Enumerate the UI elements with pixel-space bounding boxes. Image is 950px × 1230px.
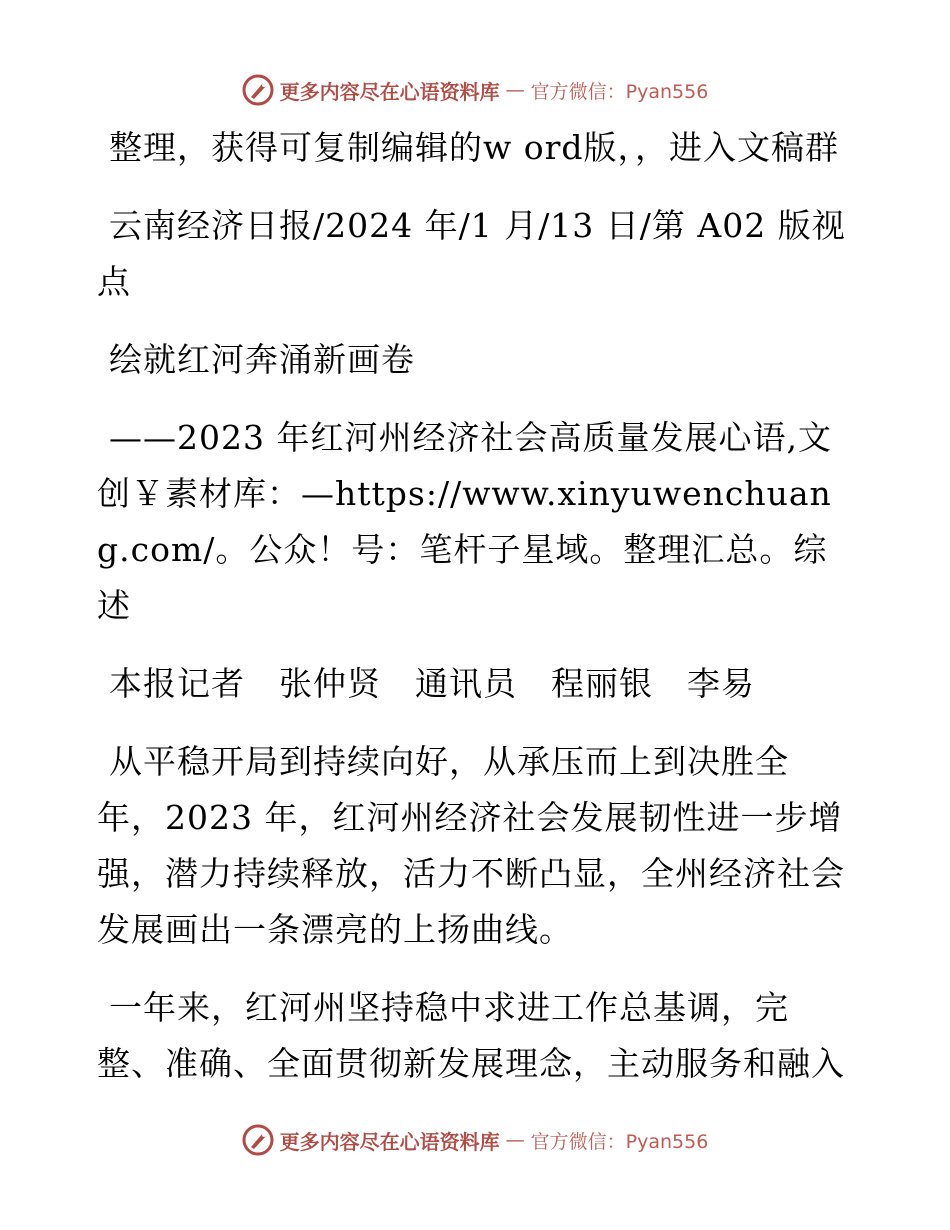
paragraph-intro-note: 整理，获得可复制编辑的w ord版，，进入文稿群 (109, 128, 840, 167)
header-banner (0, 70, 950, 110)
banner-contact-text: 官方微信：Pyan556 (530, 80, 709, 103)
article-title: 绘就红河奔涌新画卷 (109, 340, 415, 379)
banner-main-text: 更多内容尽在心语资料库 (279, 1129, 500, 1154)
pen-logo-icon (242, 1124, 274, 1156)
byline: 本报记者 张仲贤 通讯员 程丽银 李易 (109, 664, 755, 703)
pen-logo-icon (242, 74, 274, 106)
banner-main-text: 更多内容尽在心语资料库 (279, 79, 500, 104)
paragraph-source-line: 云南经济日报/2024 年/1 月/13 日/第 A02 版视点 (97, 206, 846, 301)
paragraph-body-1: 从平稳开局到持续向好，从承压而上到决胜全年，2023 年，红河州经济社会发展韧性进一步增强，潜力持续释放，活力不断凸显，全州经济社会发展画出一条漂亮的上扬曲线。 (97, 742, 845, 949)
banner-contact-text: 官方微信：Pyan556 (530, 1130, 709, 1153)
article-body (97, 120, 849, 1114)
footer-banner (0, 1120, 950, 1160)
article-subtitle: ——2023 年红河州经济社会高质量发展心语,文创￥素材库：—https://www.xinyuwenchuang.com/。公众！号：笔杆子星域。整理汇总。综述 (97, 418, 832, 625)
banner-separator: — (505, 1129, 525, 1151)
paragraph-body-2: 一年来，红河州坚持稳中求进工作总基调，完整、准确、全面贯彻新发展理念，主动服务和融入 (97, 988, 845, 1083)
banner-separator: — (505, 79, 525, 101)
